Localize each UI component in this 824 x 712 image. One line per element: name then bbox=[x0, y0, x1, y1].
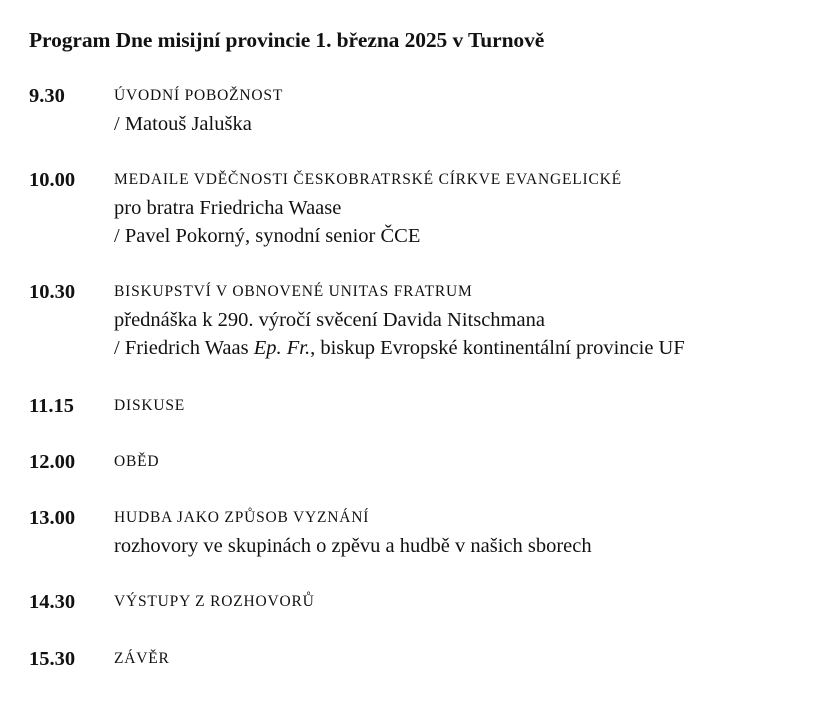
page-title: Program Dne misijní provincie 1. března 2025 v Turnově bbox=[29, 28, 545, 52]
item-content bbox=[114, 278, 819, 362]
item-speaker bbox=[114, 334, 819, 362]
item-detail: přednáška k 290. výročí svěcení Davida Nitschmana bbox=[114, 309, 545, 331]
item-detail: rozhovory ve skupinách o zpěvu a hudbě v našich sborech bbox=[114, 535, 592, 557]
item-content bbox=[114, 448, 819, 476]
item-content bbox=[114, 392, 819, 420]
item-detail: / Matouš Jaluška bbox=[114, 113, 252, 135]
item-time: 14.30 bbox=[29, 591, 76, 613]
item-time: 9.30 bbox=[29, 85, 65, 107]
item-time: 11.15 bbox=[29, 395, 74, 417]
item-heading: OBĚD bbox=[114, 453, 160, 470]
item-time: 12.00 bbox=[29, 451, 76, 473]
item-content bbox=[114, 504, 819, 560]
item-content bbox=[114, 588, 819, 616]
item-heading: BISKUPSTVÍ V OBNOVENÉ UNITAS FRATRUM bbox=[114, 283, 473, 300]
item-heading: HUDBA JAKO ZPŮSOB VYZNÁNÍ bbox=[114, 509, 370, 526]
item-heading: ZÁVĚR bbox=[114, 650, 170, 667]
item-heading: ÚVODNÍ POBOŽNOST bbox=[114, 87, 284, 104]
speaker-name: / Friedrich Waas bbox=[114, 337, 254, 359]
item-heading: DISKUSE bbox=[114, 397, 186, 414]
item-time: 10.00 bbox=[29, 169, 76, 191]
item-time: 10.30 bbox=[29, 281, 76, 303]
speaker-title-italic: Ep. Fr. bbox=[253, 337, 311, 359]
speaker-role: , biskup Evropské kontinentální provincie UF bbox=[310, 337, 685, 359]
item-heading: VÝSTUPY Z ROZHOVORŮ bbox=[114, 593, 315, 610]
item-speaker: / Pavel Pokorný, synodní senior ČCE bbox=[114, 225, 421, 247]
item-content bbox=[114, 645, 819, 673]
item-heading: MEDAILE VDĚČNOSTI ČESKOBRATRSKÉ CÍRKVE EVANGELICKÉ bbox=[114, 171, 622, 188]
item-time: 13.00 bbox=[29, 507, 76, 529]
item-detail: pro bratra Friedricha Waase bbox=[114, 197, 342, 219]
item-time: 15.30 bbox=[29, 648, 76, 670]
item-content bbox=[114, 82, 819, 138]
item-content bbox=[114, 166, 819, 250]
